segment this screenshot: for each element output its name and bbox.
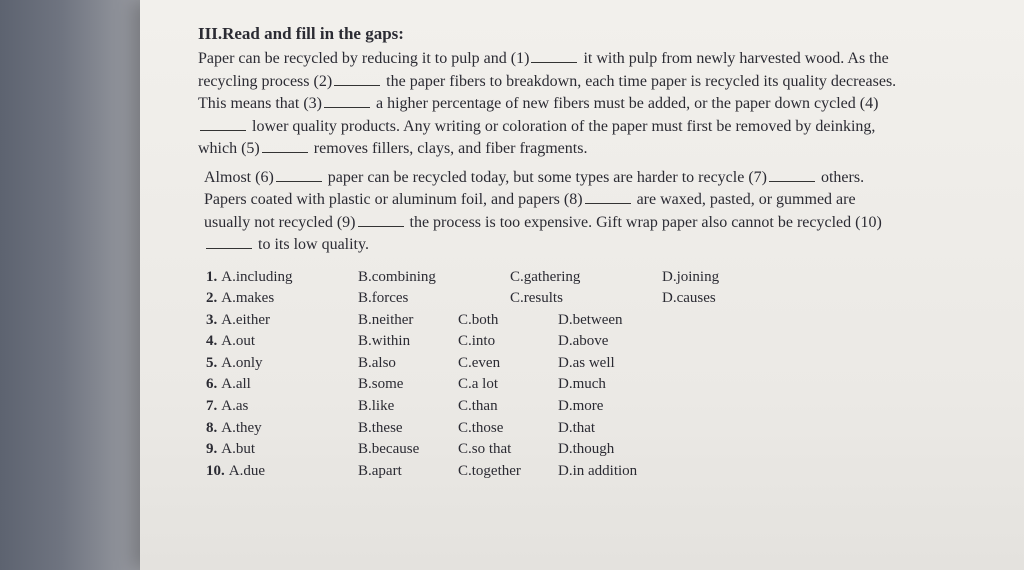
answer-gap-blank[interactable] (200, 129, 246, 131)
option-a[interactable] (198, 353, 358, 375)
exercise-content (198, 24, 898, 482)
option-row (198, 267, 898, 289)
option-row (198, 353, 898, 375)
answer-gap-blank[interactable] (276, 180, 322, 182)
passage-text: others. Papers coated with plastic or aluminum foil, and papers (8) (204, 168, 865, 208)
exercise-title: III.Read and fill in the gaps: (198, 24, 404, 43)
option-a-label: A.all (221, 376, 251, 393)
option-d[interactable]: D.though (558, 441, 615, 458)
answer-gap-blank[interactable] (531, 61, 577, 63)
passage-text: removes fillers, clays, and fiber fragments. (309, 140, 588, 157)
option-a-label: A.makes (221, 290, 275, 307)
option-b[interactable]: B.these (358, 419, 403, 436)
option-b[interactable]: B.apart (358, 462, 402, 479)
answer-gap-blank[interactable] (324, 106, 370, 108)
passage-text: the process is too expensive. Gift wrap paper also cannot be recycled (10) (405, 213, 882, 231)
option-a[interactable] (198, 439, 358, 461)
question-number: 3. (206, 311, 218, 328)
answer-options (198, 267, 898, 483)
question-number: 5. (206, 354, 218, 371)
passage-text: paper can be recycled today, but some types are harder to recycle (7) (323, 168, 767, 186)
option-row (198, 374, 898, 396)
option-a[interactable] (198, 310, 358, 332)
option-c[interactable]: C.results (510, 290, 563, 307)
worksheet-paper (140, 0, 1024, 570)
option-d[interactable]: D.joining (662, 268, 720, 285)
option-row (198, 310, 898, 332)
option-d[interactable]: D.as well (558, 354, 615, 371)
option-row (198, 461, 898, 483)
option-row (198, 418, 898, 440)
passage-paragraph-1 (198, 48, 898, 161)
option-row (198, 331, 898, 353)
option-d[interactable]: D.causes (662, 290, 716, 307)
option-d[interactable]: D.much (558, 376, 606, 393)
question-number: 6. (206, 376, 218, 393)
option-a[interactable] (198, 418, 358, 440)
option-row (198, 288, 898, 310)
option-d[interactable]: D.between (558, 311, 623, 328)
option-a-label: A.but (221, 441, 255, 458)
option-c[interactable]: C.than (458, 398, 498, 415)
answer-gap-blank[interactable] (585, 202, 631, 204)
option-a-label: A.due (228, 462, 265, 479)
passage-text: Paper can be recycled by reducing it to pulp and (1) (198, 50, 530, 67)
option-b[interactable]: B.forces (358, 290, 409, 307)
answer-gap-blank[interactable] (206, 247, 252, 249)
answer-gap-blank[interactable] (358, 225, 404, 227)
passage-text: Almost (6) (204, 168, 274, 186)
option-a[interactable] (198, 396, 358, 418)
option-b[interactable]: B.like (358, 398, 395, 415)
option-d[interactable]: D.above (558, 333, 609, 350)
passage-text: to its low quality. (254, 236, 369, 253)
passage-text: are waxed, pasted, or gummed are usually not recycled (9) (204, 191, 856, 231)
option-a[interactable] (198, 461, 358, 483)
option-a-label: A.out (221, 333, 255, 350)
passage-text: the paper fibers to breakdown, each time paper is recycled its quality decreases. This means that (3) (198, 72, 897, 112)
option-b[interactable]: B.also (358, 354, 396, 371)
option-b[interactable]: B.some (358, 376, 404, 393)
question-number: 4. (206, 333, 218, 350)
passage-paragraph-2 (204, 167, 898, 257)
option-c[interactable]: C.together (458, 462, 521, 479)
passage-text: it with pulp from newly harvested wood. As the recycling process (2) (198, 50, 889, 90)
option-c[interactable]: C.both (458, 311, 499, 328)
question-number: 7. (206, 398, 218, 415)
question-number: 8. (206, 419, 218, 436)
option-c[interactable]: C.into (458, 333, 496, 350)
option-c[interactable]: C.gathering (510, 268, 581, 285)
option-b[interactable]: B.because (358, 441, 420, 458)
option-a[interactable] (198, 374, 358, 396)
option-a-label: A.they (221, 419, 262, 436)
question-number: 2. (206, 290, 218, 307)
question-number: 9. (206, 441, 218, 458)
option-a-label: A.as (221, 398, 249, 415)
option-a-label: A.either (221, 311, 270, 328)
option-d[interactable]: D.that (558, 419, 596, 436)
option-a[interactable] (198, 331, 358, 353)
question-number: 1. (206, 268, 218, 285)
option-d[interactable]: D.more (558, 398, 604, 415)
option-a[interactable] (198, 267, 358, 289)
answer-gap-blank[interactable] (769, 180, 815, 182)
option-a[interactable] (198, 288, 358, 310)
option-b[interactable]: B.neither (358, 311, 414, 328)
answer-gap-blank[interactable] (262, 151, 308, 153)
option-b[interactable]: B.combining (358, 268, 436, 285)
option-c[interactable]: C.even (458, 354, 501, 371)
question-number: 10. (206, 462, 225, 479)
passage-text: lower quality products. Any writing or coloration of the paper must first be removed by deinking, which (5) (198, 117, 876, 157)
option-c[interactable]: C.a lot (458, 376, 498, 393)
option-c[interactable]: C.so that (458, 441, 512, 458)
passage-text: a higher percentage of new fibers must be added, or the paper down cycled (4) (371, 95, 879, 112)
option-a-label: A.only (221, 354, 263, 371)
option-a-label: A.including (221, 268, 293, 285)
option-row (198, 396, 898, 418)
option-row (198, 439, 898, 461)
option-d[interactable]: D.in addition (558, 462, 638, 479)
answer-gap-blank[interactable] (334, 84, 380, 86)
option-c[interactable]: C.those (458, 419, 504, 436)
option-b[interactable]: B.within (358, 333, 411, 350)
